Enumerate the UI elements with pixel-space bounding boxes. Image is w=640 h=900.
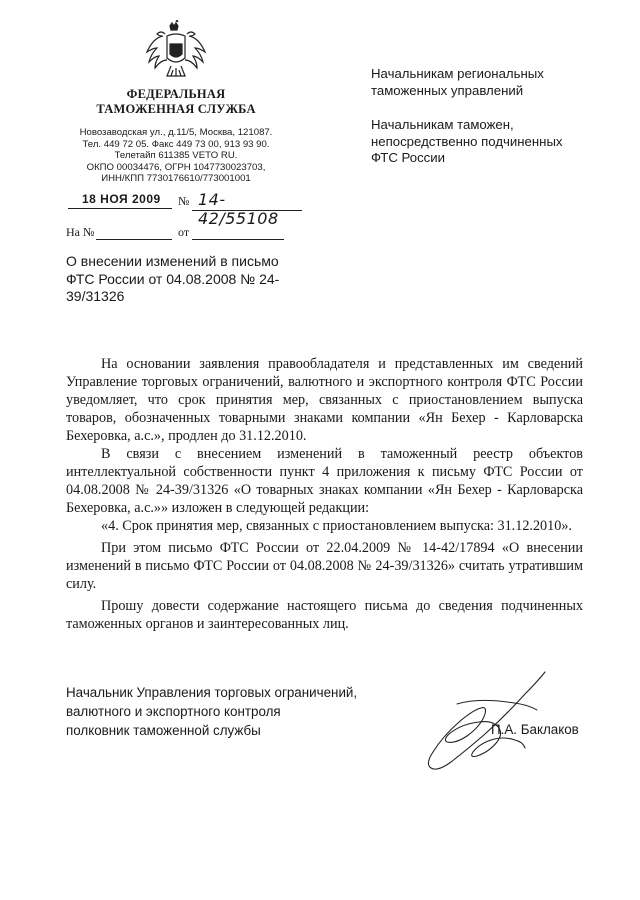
- contact-line: ОКПО 00034476, ОГРН 1047730023703,: [86, 161, 266, 173]
- reference-number-blank: [96, 226, 172, 240]
- number-field: [192, 190, 302, 228]
- reference-date-label: от: [178, 225, 190, 239]
- number-label: №: [178, 194, 190, 208]
- organization-name-line2: ТАМОЖЕННАЯ СЛУЖБА: [96, 102, 256, 116]
- body-paragraph: Прошу довести содержание настоящего письма до сведения подчиненных таможенных органов и заинтересованных лиц.: [66, 598, 583, 632]
- recipient-regional: [371, 66, 601, 99]
- subject-line: 39/31326: [66, 288, 125, 304]
- reference-number-label: На №: [66, 225, 95, 239]
- letter-number-handwritten: 14-42/55108: [198, 190, 279, 228]
- position-line: полковник таможенной службы: [66, 723, 261, 738]
- contact-line: Тел. 449 72 05. Факс 449 73 00, 913 93 90.: [82, 138, 270, 150]
- body-paragraph: В связи с внесением изменений в таможенный реестр объектов интеллектуальной собственности пункт 4 приложения к письму ФТС России от 04.08.2008 № 24-39/31326 «О товарных знаках компании «Ян Бехер - Карловарска Бехеровка, а.с.»» изложен в следующей редакции:: [66, 446, 583, 516]
- organization-name-line1: ФЕДЕРАЛЬНАЯ: [126, 87, 226, 101]
- contact-line: ИНН/КПП 7730176610/773001001: [101, 173, 251, 184]
- recipient-line: ФТС России: [371, 150, 445, 165]
- position-line: валютного и экспортного контроля: [66, 704, 281, 719]
- signatory-position: [66, 683, 386, 740]
- recipient-line: Начальникам таможен,: [371, 117, 514, 132]
- organization-contacts: [60, 127, 292, 185]
- date-field: [68, 192, 172, 209]
- letter-subject: [66, 253, 306, 306]
- subject-line: О внесении изменений в письмо: [66, 253, 279, 269]
- signatory-name: П.А. Баклаков: [491, 722, 579, 737]
- contact-line: Новозаводская ул., д.11/5, Москва, 121087.: [79, 127, 273, 138]
- recipient-customs: [371, 117, 601, 167]
- double-headed-eagle-emblem: [143, 20, 209, 86]
- letter-date-stamp: 18 НОЯ 2009: [82, 192, 161, 206]
- recipient-line: непосредственно подчиненных: [371, 133, 563, 149]
- position-line: Начальник Управления торговых ограничений,: [66, 685, 358, 700]
- body-paragraph: На основании заявления правообладателя и представленных им сведений Управление торговых ограничений, валютного и экспортного контроля ФТС России уведомляет, что срок принятия мер, связанных с приостановлением выпуска товаров, обозначенных товарными знаками компании «Ян Бехер - Карловарска Бехеровка, а.с.», продлен до 31.12.2010.: [66, 356, 583, 444]
- recipients-block: [371, 66, 601, 167]
- body-paragraph: При этом письмо ФТС России от 22.04.2009 № 14-42/17894 «О внесении изменений в письмо ФТС России от 04.08.2008 № 24-39/31326» считать утратившим силу.: [66, 540, 583, 592]
- body-paragraph: «4. Срок принятия мер, связанных с приостановлением выпуска: 31.12.2010».: [101, 518, 572, 534]
- organization-name: [60, 87, 292, 117]
- letter-body: [66, 355, 583, 633]
- subject-line: ФТС России от 04.08.2008 № 24-: [66, 270, 280, 287]
- contact-line: Телетайп 611385 VETO RU.: [114, 150, 238, 161]
- recipient-line: таможенных управлений: [371, 82, 524, 98]
- reference-date-blank: [192, 226, 284, 240]
- recipient-line: Начальникам региональных: [371, 66, 544, 81]
